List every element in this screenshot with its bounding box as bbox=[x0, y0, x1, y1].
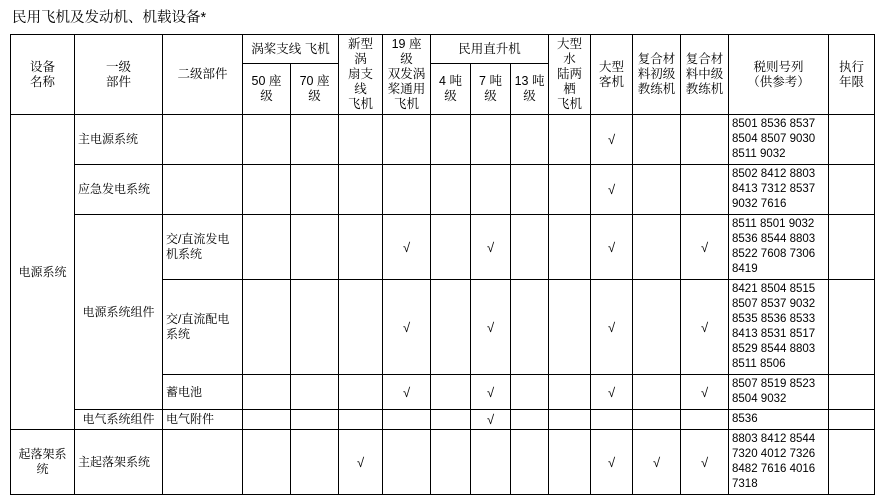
cell-years bbox=[829, 215, 875, 280]
cell-large-passenger: √ bbox=[591, 115, 633, 165]
cell-ton4 bbox=[431, 115, 471, 165]
cell-level1-part: 电气系统组件 bbox=[75, 410, 163, 430]
col-level1-part-line2: 部件 bbox=[105, 74, 131, 89]
cell-tariff-code: 8502 8412 8803 8413 7312 8537 9032 7616 bbox=[729, 165, 829, 215]
cell-new-turbofan bbox=[339, 280, 383, 375]
col-seat19-line1: 19 座级 bbox=[391, 37, 422, 66]
cell-ton13 bbox=[511, 115, 549, 165]
cell-composite-primary bbox=[633, 375, 681, 410]
cell-new-turbofan bbox=[339, 410, 383, 430]
table-row bbox=[11, 215, 875, 280]
cell-composite-intermediate: √ bbox=[681, 430, 729, 495]
table-row bbox=[11, 165, 875, 215]
cell-level1-part: 主起落架系统 bbox=[75, 430, 163, 495]
equipment-table bbox=[10, 34, 875, 495]
cell-composite-intermediate: √ bbox=[681, 375, 729, 410]
col-composite-intermediate-line2: 料中级 bbox=[685, 67, 724, 81]
col-turboprop-group: 涡桨支线 飞机 bbox=[243, 35, 339, 64]
cell-years bbox=[829, 115, 875, 165]
col-civil-helicopter-group: 民用直升机 bbox=[431, 35, 549, 64]
cell-composite-intermediate: √ bbox=[681, 215, 729, 280]
cell-seat19 bbox=[383, 410, 431, 430]
cell-new-turbofan bbox=[339, 165, 383, 215]
cell-composite-intermediate bbox=[681, 165, 729, 215]
col-level1-part bbox=[75, 35, 163, 115]
col-level1-part-line1: 一级 bbox=[105, 59, 131, 74]
header-row-1 bbox=[11, 35, 875, 64]
table-row bbox=[11, 410, 875, 430]
col-large-passenger bbox=[591, 35, 633, 115]
cell-composite-primary bbox=[633, 215, 681, 280]
cell-tariff-code: 8511 8501 9032 8536 8544 8803 8522 7608 7306 8419 bbox=[729, 215, 829, 280]
cell-level2-part: 蓄电池 bbox=[163, 375, 243, 410]
col-amphibious-line3: 飞机 bbox=[557, 97, 583, 111]
col-equipment-name-line2: 名称 bbox=[29, 74, 55, 89]
cell-years bbox=[829, 375, 875, 410]
cell-seat50 bbox=[243, 375, 291, 410]
cell-level1-part: 应急发电系统 bbox=[75, 165, 163, 215]
cell-seat70 bbox=[291, 165, 339, 215]
cell-composite-primary: √ bbox=[633, 430, 681, 495]
cell-ton4 bbox=[431, 215, 471, 280]
cell-ton7: √ bbox=[471, 215, 511, 280]
col-years bbox=[829, 35, 875, 115]
cell-large-passenger: √ bbox=[591, 375, 633, 410]
cell-amphibious bbox=[549, 165, 591, 215]
col-composite-intermediate-trainer bbox=[681, 35, 729, 115]
cell-level2-part bbox=[163, 115, 243, 165]
page-title: 民用飞机及发动机、机载设备* bbox=[12, 10, 207, 26]
cell-seat70 bbox=[291, 115, 339, 165]
cell-new-turbofan: √ bbox=[339, 430, 383, 495]
cell-seat70 bbox=[291, 430, 339, 495]
cell-seat50 bbox=[243, 115, 291, 165]
col-ton4: 4 吨级 bbox=[431, 64, 471, 115]
cell-ton7: √ bbox=[471, 280, 511, 375]
cell-tariff-code: 8421 8504 8515 8507 8537 9032 8535 8536 8533 8413 8531 8517 8529 8544 8803 8511 8506 bbox=[729, 280, 829, 375]
cell-large-passenger: √ bbox=[591, 430, 633, 495]
col-ton13-line1: 13 吨 bbox=[514, 74, 545, 89]
cell-seat19: √ bbox=[383, 280, 431, 375]
col-composite-intermediate-line3: 教练机 bbox=[685, 82, 724, 96]
cell-ton13 bbox=[511, 215, 549, 280]
col-years-line1: 执行 bbox=[839, 59, 865, 74]
cell-amphibious bbox=[549, 115, 591, 165]
cell-amphibious bbox=[549, 375, 591, 410]
col-seat70: 70 座级 bbox=[291, 64, 339, 115]
cell-ton7 bbox=[471, 165, 511, 215]
cell-large-passenger bbox=[591, 410, 633, 430]
cell-seat50 bbox=[243, 280, 291, 375]
cell-seat19: √ bbox=[383, 215, 431, 280]
cell-years bbox=[829, 430, 875, 495]
cell-composite-intermediate: √ bbox=[681, 280, 729, 375]
table-header bbox=[11, 35, 875, 115]
col-composite-primary-line2: 料初级 bbox=[637, 67, 676, 81]
cell-seat70 bbox=[291, 215, 339, 280]
col-large-passenger-line2: 客机 bbox=[599, 74, 625, 89]
col-ton13 bbox=[511, 64, 549, 115]
col-level2-part: 二级部件 bbox=[163, 35, 243, 115]
col-seat19-line3: 桨通用 bbox=[387, 82, 426, 96]
col-equipment-name-line1: 设备 bbox=[29, 59, 55, 74]
cell-ton7 bbox=[471, 115, 511, 165]
cell-seat50 bbox=[243, 215, 291, 280]
cell-tariff-code: 8501 8536 8537 8504 8507 9030 8511 9032 bbox=[729, 115, 829, 165]
cell-seat70 bbox=[291, 280, 339, 375]
cell-ton13 bbox=[511, 375, 549, 410]
cell-ton13 bbox=[511, 410, 549, 430]
col-composite-primary-line1: 复合材 bbox=[637, 52, 676, 66]
cell-level2-part: 交/直流配电系统 bbox=[163, 280, 243, 375]
cell-years bbox=[829, 165, 875, 215]
col-composite-primary-line3: 教练机 bbox=[637, 82, 676, 96]
cell-years bbox=[829, 410, 875, 430]
cell-ton7: √ bbox=[471, 410, 511, 430]
cell-level1-part: 主电源系统 bbox=[75, 115, 163, 165]
table-row bbox=[11, 115, 875, 165]
cell-ton7: √ bbox=[471, 375, 511, 410]
table-row bbox=[11, 430, 875, 495]
cell-tariff-code: 8536 bbox=[729, 410, 829, 430]
cell-ton4 bbox=[431, 430, 471, 495]
cell-level1-part: 电源系统组件 bbox=[75, 215, 163, 410]
col-tariff-line2: （供参考） bbox=[747, 74, 810, 89]
col-amphibious-line2: 陆两栖 bbox=[557, 67, 583, 96]
cell-large-passenger: √ bbox=[591, 165, 633, 215]
cell-composite-intermediate bbox=[681, 115, 729, 165]
cell-years bbox=[829, 280, 875, 375]
cell-composite-primary bbox=[633, 410, 681, 430]
cell-seat50 bbox=[243, 410, 291, 430]
cell-seat70 bbox=[291, 410, 339, 430]
cell-large-passenger: √ bbox=[591, 280, 633, 375]
cell-amphibious bbox=[549, 280, 591, 375]
cell-composite-primary bbox=[633, 115, 681, 165]
col-composite-intermediate-line1: 复合材 bbox=[685, 52, 724, 66]
col-ton13-line2: 级 bbox=[523, 89, 536, 104]
col-new-turbofan bbox=[339, 35, 383, 115]
col-new-turbofan-line3: 飞机 bbox=[348, 97, 374, 111]
col-seat19 bbox=[383, 35, 431, 115]
cell-amphibious bbox=[549, 215, 591, 280]
cell-equipment-name: 起落架系统 bbox=[11, 430, 75, 495]
table-body bbox=[11, 115, 875, 495]
cell-seat19 bbox=[383, 115, 431, 165]
cell-ton7 bbox=[471, 430, 511, 495]
col-ton7: 7 吨级 bbox=[471, 64, 511, 115]
cell-seat50 bbox=[243, 165, 291, 215]
cell-ton13 bbox=[511, 280, 549, 375]
cell-composite-primary bbox=[633, 280, 681, 375]
col-amphibious-line1: 大型水 bbox=[557, 37, 583, 66]
col-large-passenger-line1: 大型 bbox=[599, 59, 625, 74]
cell-level2-part bbox=[163, 165, 243, 215]
cell-amphibious bbox=[549, 430, 591, 495]
cell-large-passenger: √ bbox=[591, 215, 633, 280]
cell-tariff-code: 8803 8412 8544 7320 4012 7326 8482 7616 4016 7318 bbox=[729, 430, 829, 495]
col-seat19-line4: 飞机 bbox=[394, 97, 420, 111]
cell-ton13 bbox=[511, 165, 549, 215]
col-new-turbofan-line1: 新型涡 bbox=[348, 37, 374, 66]
cell-composite-primary bbox=[633, 165, 681, 215]
col-tariff-code bbox=[729, 35, 829, 115]
col-new-turbofan-line2: 扇支线 bbox=[348, 67, 374, 96]
cell-seat70 bbox=[291, 375, 339, 410]
col-amphibious bbox=[549, 35, 591, 115]
cell-composite-intermediate bbox=[681, 410, 729, 430]
cell-level2-part bbox=[163, 430, 243, 495]
cell-ton4 bbox=[431, 165, 471, 215]
cell-seat19: √ bbox=[383, 375, 431, 410]
col-years-line2: 年限 bbox=[839, 74, 865, 89]
cell-seat19 bbox=[383, 430, 431, 495]
cell-ton4 bbox=[431, 280, 471, 375]
col-equipment-name bbox=[11, 35, 75, 115]
cell-new-turbofan bbox=[339, 115, 383, 165]
col-tariff-line1: 税则号列 bbox=[753, 59, 804, 74]
cell-level2-part: 电气附件 bbox=[163, 410, 243, 430]
col-seat50: 50 座级 bbox=[243, 64, 291, 115]
cell-tariff-code: 8507 8519 8523 8504 9032 bbox=[729, 375, 829, 410]
col-composite-primary-trainer bbox=[633, 35, 681, 115]
col-seat19-line2: 双发涡 bbox=[387, 67, 426, 81]
cell-ton4 bbox=[431, 410, 471, 430]
cell-ton13 bbox=[511, 430, 549, 495]
cell-new-turbofan bbox=[339, 215, 383, 280]
cell-equipment-name: 电源系统 bbox=[11, 115, 75, 430]
cell-seat19 bbox=[383, 165, 431, 215]
cell-seat50 bbox=[243, 430, 291, 495]
cell-ton4 bbox=[431, 375, 471, 410]
cell-level2-part: 交/直流发电机系统 bbox=[163, 215, 243, 280]
cell-amphibious bbox=[549, 410, 591, 430]
cell-new-turbofan bbox=[339, 375, 383, 410]
